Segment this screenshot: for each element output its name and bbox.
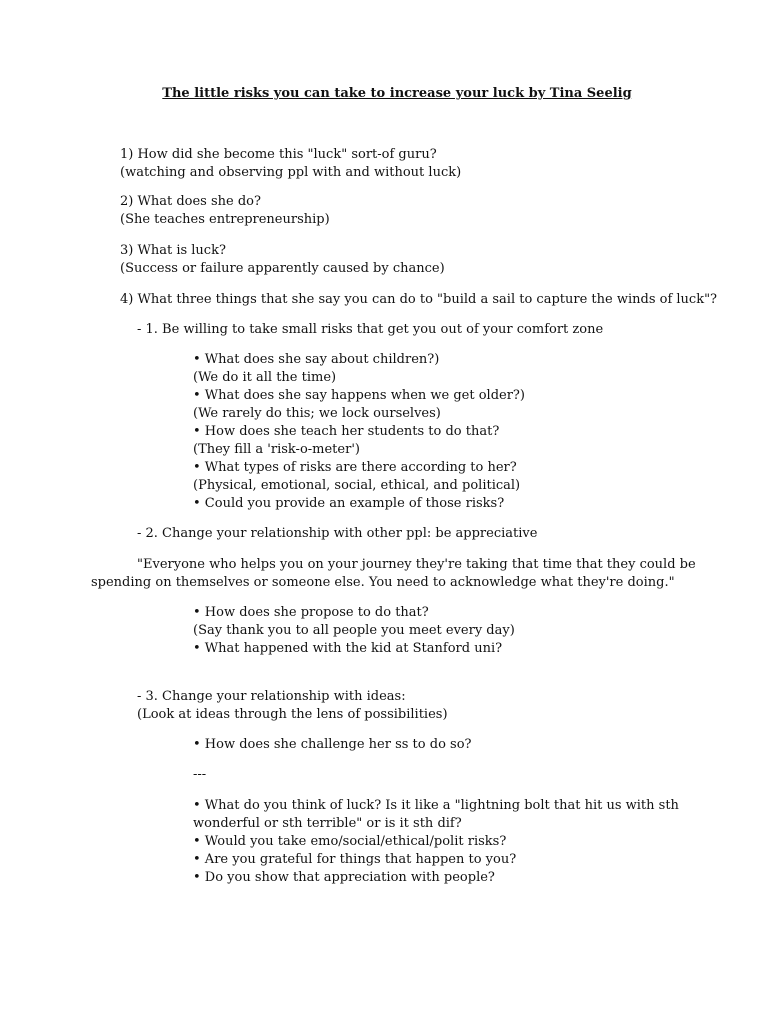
section-2-bullet: • What happened with the kid at Stanford uni?	[193, 641, 503, 656]
quote-line-2: spending on themselves or someone else. You need to acknowledge what they're doing."	[91, 575, 675, 590]
section-3-answer: (Look at ideas through the lens of possibilities)	[137, 707, 448, 722]
section-1-bullet: • Could you provide an example of those risks?	[193, 496, 505, 511]
question-1: 1) How did she become this "luck" sort-of guru?	[120, 147, 437, 162]
divider: ---	[193, 767, 207, 782]
section-1-bullet: • What types of risks are there according to her?	[193, 460, 517, 475]
question-2: 2) What does she do?	[120, 194, 261, 209]
follow-up-question: • What do you think of luck? Is it like a "lightning bolt that hit us with sth	[193, 798, 679, 813]
section-2-answer: (Say thank you to all people you meet every day)	[193, 623, 515, 638]
section-1-bullet: • What does she say happens when we get older?)	[193, 388, 525, 403]
question-4: 4) What three things that she say you can do to "build a sail to capture the winds of luck"?	[120, 292, 718, 307]
section-1-bullet: • How does she teach her students to do that?	[193, 424, 500, 439]
question-3: 3) What is luck?	[120, 243, 226, 258]
section-1-answer: (Physical, emotional, social, ethical, and political)	[193, 478, 521, 493]
section-1-answer: (We do it all the time)	[193, 370, 337, 385]
quote-line-1: "Everyone who helps you on your journey they're taking that time that they could be	[137, 557, 696, 572]
follow-up-question: • Would you take emo/social/ethical/polit risks?	[193, 834, 507, 849]
section-1-heading: - 1. Be willing to take small risks that get you out of your comfort zone	[137, 322, 604, 337]
answer-1: (watching and observing ppl with and without luck)	[120, 165, 462, 180]
answer-2: (She teaches entrepreneurship)	[120, 212, 330, 227]
section-1-answer: (They fill a 'risk-o-meter')	[193, 442, 360, 457]
section-1-bullet: • What does she say about children?)	[193, 352, 440, 367]
section-1-answer: (We rarely do this; we lock ourselves)	[193, 406, 441, 421]
follow-up-question: • Do you show that appreciation with people?	[193, 870, 495, 885]
answer-3: (Success or failure apparently caused by chance)	[120, 261, 445, 276]
follow-up-question: • Are you grateful for things that happen to you?	[193, 852, 517, 867]
follow-up-question-cont: wonderful or sth terrible" or is it sth dif?	[193, 816, 462, 831]
section-3-heading: - 3. Change your relationship with ideas:	[137, 689, 406, 704]
document-title: The little risks you can take to increase your luck by Tina Seelig	[162, 86, 632, 101]
section-3-bullet: • How does she challenge her ss to do so?	[193, 737, 472, 752]
section-2-heading: - 2. Change your relationship with other ppl: be appreciative	[137, 526, 538, 541]
section-2-bullet: • How does she propose to do that?	[193, 605, 429, 620]
